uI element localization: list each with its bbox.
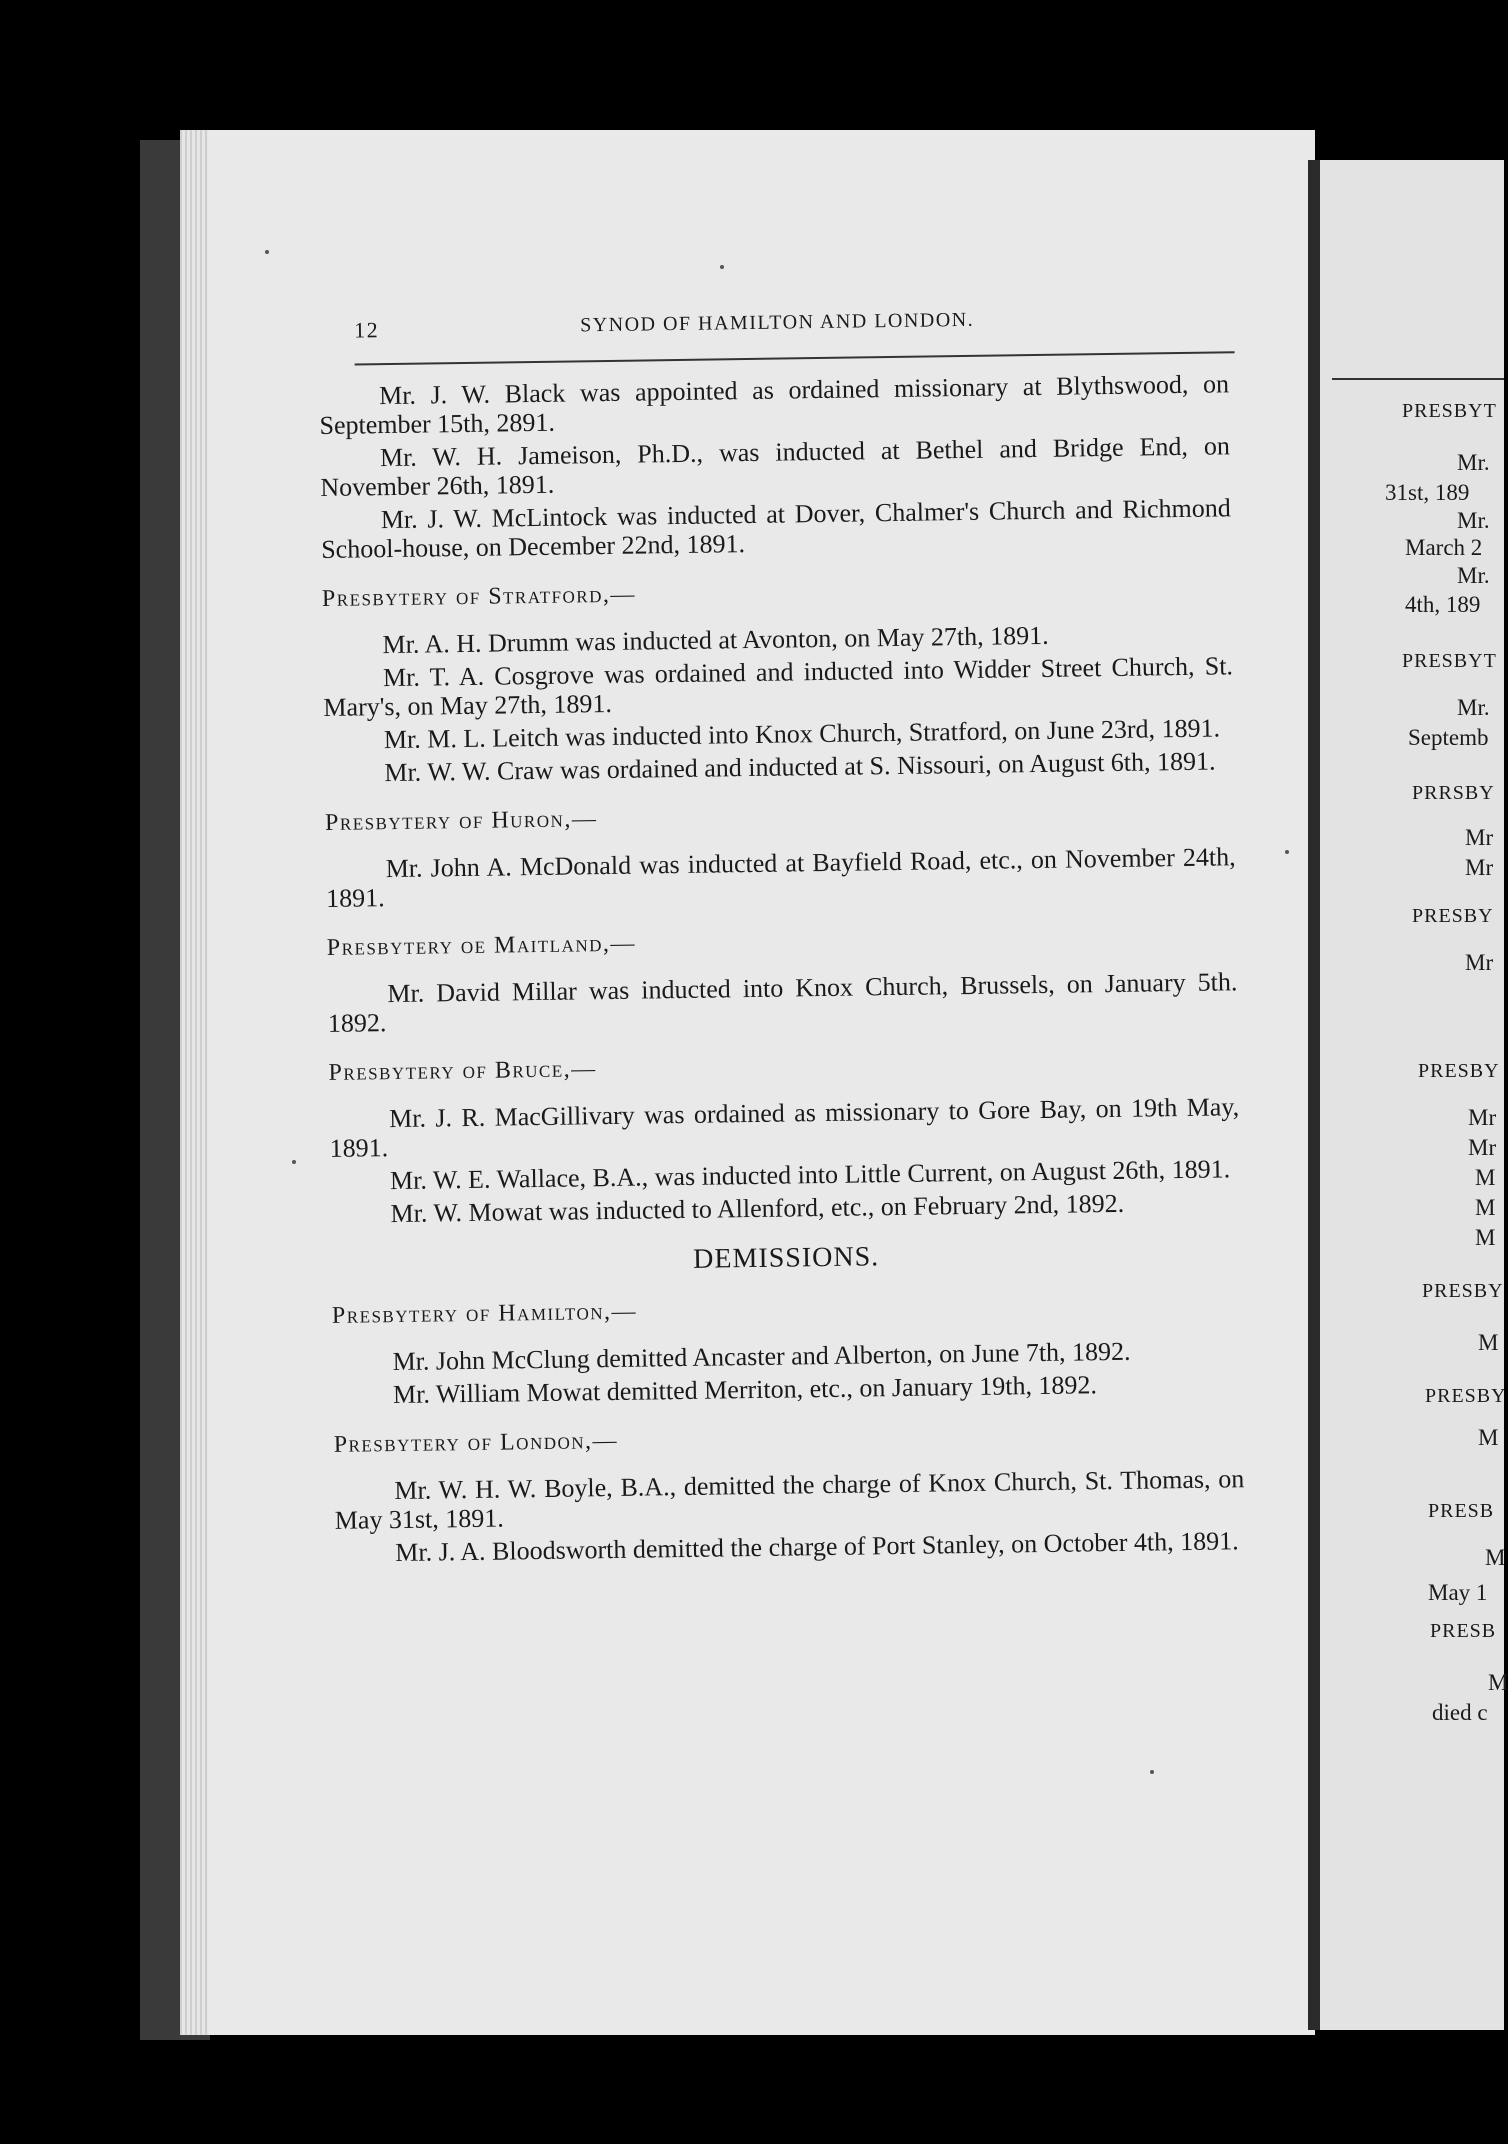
- right-page-fragment: Mr: [1465, 825, 1494, 850]
- right-page-fragment: PRRSBY: [1412, 782, 1495, 804]
- right-page-fragment: PRESBY: [1418, 1060, 1500, 1082]
- right-page-fragment: Mr: [1465, 950, 1494, 975]
- entry-paragraph: Mr. M. L. Leitch was inducted into Knox Church, Stratford, on June 23rd, 1891.: [383, 713, 1221, 755]
- running-head: SYNOD OF HAMILTON AND LONDON.: [579, 308, 975, 337]
- paper-speck: [1150, 1770, 1154, 1774]
- right-page-fragment: Mr: [1465, 855, 1494, 880]
- right-page-fragment: PRESBY: [1422, 1280, 1504, 1302]
- paper-speck: [292, 1160, 296, 1164]
- paper-speck: [1285, 850, 1289, 854]
- entry-paragraph: Mr. W. W. Craw was ordained and inducted at S. Nissouri, on August 6th, 1891.: [384, 746, 1216, 788]
- entry-paragraph: Mr. J. A. Bloodsworth demitted the charge of Port Stanley, on October 4th, 1891.: [395, 1526, 1239, 1568]
- right-page-fragment: PRESB: [1428, 1500, 1495, 1522]
- right-page-fragment: Mr.: [1457, 695, 1490, 720]
- page-content: [318, 305, 1245, 1568]
- entry-paragraph: Mr. William Mowat demitted Merriton, etc., on January 19th, 1892.: [392, 1370, 1098, 1410]
- entry-paragraph: Mr. A. H. Drumm was inducted at Avonton, on May 27th, 1891.: [382, 620, 1049, 660]
- entry-paragraph: Mr. J. W. McLintock was inducted at Dover, Chalmer's Church and Richmond School-house, on December 22nd, 1891.: [321, 493, 1231, 564]
- right-page-fragment: Mr: [1468, 1105, 1497, 1130]
- right-page-fragment: PRESBY: [1412, 905, 1494, 927]
- book-gutter: [1308, 160, 1320, 2030]
- right-page-fragment: PRESBYT: [1402, 400, 1497, 422]
- right-page-fragment: M: [1478, 1425, 1499, 1450]
- paper-speck: [720, 265, 724, 269]
- paper-speck: [265, 250, 269, 254]
- right-page-fragment: Mr: [1468, 1135, 1497, 1160]
- right-page-fragment: died c: [1432, 1700, 1488, 1725]
- entry-paragraph: Mr. W. H. W. Boyle, B.A., demitted the charge of Knox Church, St. Thomas, on May 31st, 1891.: [334, 1464, 1245, 1535]
- right-page-fragment: PRESBY: [1425, 1385, 1507, 1407]
- demissions-heading: DEMISSIONS.: [692, 1241, 880, 1275]
- right-page-fragment: PRESB: [1430, 1620, 1497, 1642]
- right-page-fragment: March 2: [1405, 535, 1483, 560]
- right-page-fragment: M: [1475, 1165, 1496, 1190]
- right-page-fragment: Mr.: [1457, 450, 1490, 475]
- section-heading: Presbytery of London,—: [333, 1427, 619, 1458]
- right-page: [1320, 160, 1504, 2030]
- right-page-fragment: Mr.: [1457, 508, 1490, 533]
- page-edges: [180, 130, 208, 2035]
- right-page-fragment: M: [1475, 1225, 1496, 1250]
- page-number: 12: [353, 317, 380, 343]
- section-heading: Presbytery of Stratford,—: [321, 581, 637, 612]
- section-heading: Presbytery of Huron,—: [324, 806, 598, 836]
- entry-paragraph: Mr. J. W. Black was appointed as ordained missionary at Blythswood, on September 15th, 2891.: [319, 369, 1230, 440]
- right-page-fragment: M: [1475, 1195, 1496, 1220]
- right-page-fragment: M: [1485, 1545, 1506, 1570]
- right-page-fragment: 4th, 189: [1405, 592, 1481, 617]
- entry-paragraph: Mr. W. E. Wallace, B.A., was inducted into Little Current, on August 26th, 1891.: [389, 1154, 1231, 1196]
- entry-paragraph: Mr. W. Mowat was inducted to Allenford, etc., on February 2nd, 1892.: [390, 1188, 1125, 1229]
- entry-paragraph: Mr. J. R. MacGillivary was ordained as missionary to Gore Bay, on 19th May, 1891.: [329, 1092, 1240, 1163]
- right-page-header-rule: [1332, 378, 1504, 380]
- right-page-fragment: M: [1478, 1330, 1499, 1355]
- entry-paragraph: Mr. W. H. Jameison, Ph.D., was inducted at Bethel and Bridge End, on November 26th, 1891.: [320, 431, 1231, 502]
- right-page-fragment: 31st, 189: [1385, 480, 1470, 505]
- entry-paragraph: Mr. T. A. Cosgrove was ordained and inducted into Widder Street Church, St. Mary's, on May 27th, 1891.: [323, 651, 1234, 722]
- right-page-fragment: PRESBYT: [1402, 650, 1497, 672]
- body-text: [319, 369, 1245, 1568]
- right-page-fragment: Septemb: [1408, 725, 1489, 750]
- section-heading: Presbytery of Bruce,—: [328, 1056, 597, 1086]
- section-heading: Presbytery oe Maitland,—: [326, 930, 637, 961]
- entry-paragraph: Mr. John A. McDonald was inducted at Bayfield Road, etc., on November 24th, 1891.: [325, 842, 1236, 913]
- right-page-fragment: May 1: [1428, 1580, 1488, 1605]
- right-page-fragment: M: [1488, 1670, 1508, 1695]
- entry-paragraph: Mr. David Millar was inducted into Knox Church, Brussels, on January 5th. 1892.: [327, 967, 1238, 1038]
- section-heading: Presbytery of Hamilton,—: [331, 1298, 638, 1329]
- right-page-fragment: Mr.: [1457, 563, 1490, 588]
- entry-paragraph: Mr. John McClung demitted Ancaster and Alberton, on June 7th, 1892.: [392, 1336, 1131, 1377]
